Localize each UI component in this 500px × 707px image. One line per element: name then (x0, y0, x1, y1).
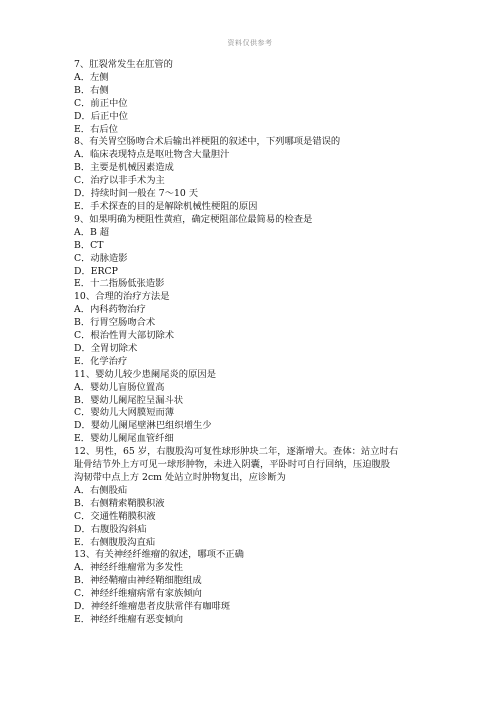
answer-option: B．神经鞘瘤由神经鞘细胞组成 (74, 575, 202, 587)
page-header: 资料仅供参考 (227, 39, 273, 47)
question-stem: 8、有关胃空肠吻合术后输出袢梗阻的叙述中，下列哪项是错误的 (74, 136, 341, 148)
answer-option: D．后正中位 (74, 110, 128, 122)
answer-option: E．婴幼儿阑尾血管纤细 (74, 433, 174, 445)
answer-option: E．化学治疗 (74, 355, 128, 367)
answer-option: C．治疗以非手术为主 (74, 175, 165, 187)
question-stem: 11、婴幼儿较少患阑尾炎的原因是 (74, 368, 216, 380)
answer-option: E．右侧腹股沟直疝 (74, 536, 156, 548)
answer-option: D．神经纤维瘤患者皮肤常伴有咖啡斑 (74, 601, 231, 613)
answer-option: C．交通性鞘膜积液 (74, 510, 156, 522)
question-stem-continued: 沟韧带中点上方 2cm 处站立时肿物复出，应诊断为 (74, 472, 286, 483)
answer-option: B．主要是机械因素造成 (74, 162, 174, 174)
answer-option: A．内科药物治疗 (74, 304, 146, 316)
answer-option: D．婴幼儿阑尾壁淋巴组织增生少 (74, 420, 212, 432)
answer-option: D．右腹股沟斜疝 (74, 523, 147, 535)
answer-option: E．右后位 (74, 123, 118, 135)
answer-option: A．神经纤维瘤常为多发性 (74, 562, 183, 574)
answer-option: D．ERCP (74, 265, 118, 277)
answer-option: D．持续时间一般在 7～10 天 (74, 188, 199, 200)
answer-option: B．右侧精索鞘膜积液 (74, 497, 165, 509)
answer-option: A．左侧 (74, 71, 109, 83)
answer-option: A．婴幼儿盲肠位置高 (74, 381, 165, 393)
question-stem: 12、男性，65 岁，右腹股沟可复性球形肿块二年，逐渐增大。查体：站立时右 (74, 446, 399, 458)
question-stem: 13、有关神经纤维瘤的叙述，哪项不正确 (74, 549, 244, 561)
answer-option: C．婴幼儿大网膜短而薄 (74, 407, 175, 419)
question-stem: 7、肛裂常发生在肛管的 (74, 59, 173, 70)
answer-option: A．右侧股疝 (74, 484, 128, 496)
question-list (74, 59, 434, 627)
answer-option: E．手术探查的目的是解除机械性梗阻的原因 (74, 200, 258, 212)
answer-option: B．行胃空肠吻合术 (74, 317, 156, 329)
answer-option: C．根治性胃大部切除术 (74, 330, 175, 342)
answer-option: E．神经纤维瘤有恶变倾向 (74, 613, 184, 625)
answer-option: A．临床表现特点是呕吐物含大量胆汁 (74, 149, 230, 161)
answer-option: B．CT (74, 239, 104, 251)
answer-option: D．全胃切除术 (74, 342, 138, 354)
answer-option: C．动脉造影 (74, 252, 128, 264)
question-stem-continued: 耻骨结节外上方可见一球形肿物，未进入阴囊，平卧时可自行回纳，压迫腹股 (74, 459, 391, 471)
question-stem: 9、如果明确为梗阻性黄疸，确定梗阻部位最简易的检查是 (74, 213, 313, 225)
question-stem: 10、合理的治疗方法是 (74, 291, 170, 303)
answer-option: E．十二指肠低张造影 (74, 278, 165, 290)
answer-option: B．婴幼儿阑尾腔呈漏斗状 (74, 394, 184, 406)
answer-option: A．B 超 (74, 226, 110, 238)
answer-option: C．前正中位 (74, 97, 128, 109)
answer-option: B．右侧 (74, 84, 109, 96)
answer-option: C．神经纤维瘤病常有家族倾向 (74, 588, 202, 600)
